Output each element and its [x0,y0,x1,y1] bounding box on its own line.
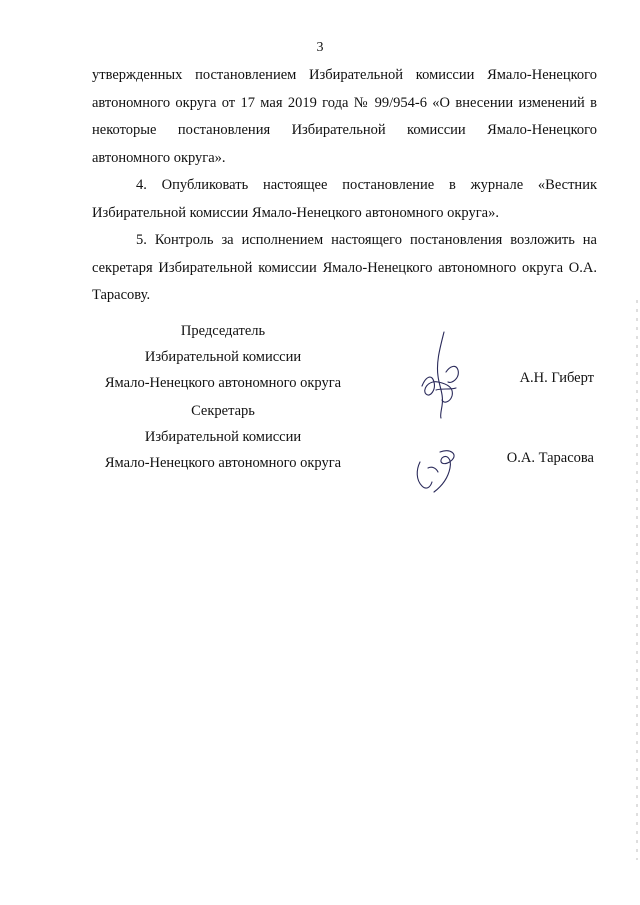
signature-role-line2: Избирательной комиссии [144,349,302,365]
handwritten-signature-secretary [410,448,474,496]
paragraph-item-4: 4. Опубликовать настоящее постановление в журнале «Вестник Избирательной комиссии Ямало-Ненецкого автономного округа». [92,177,597,221]
scan-edge-artifact [636,300,638,860]
signature-block-secretary [92,398,597,488]
signature-role-line3: Ямало-Ненецкого автономного округа [104,455,342,471]
paragraph-continuation: утвержденных постановлением Избирательной комиссии Ямало-Ненецкого автономного округа от 17 мая 2019 года № 99/954-6 «О внесении изменений в некоторые постановления Избирательной комиссии Ямало-Ненецкого автономного округа». [92,67,597,166]
signatory-name-chairman: А.Н. Гиберт [519,370,594,386]
signature-role-line3: Ямало-Ненецкого автономного округа [104,375,342,391]
signature-block-chairman [92,318,597,408]
page-number: 3 [316,40,324,55]
signatory-name-secretary: О.А. Тарасова [506,450,594,466]
signature-role-line1: Секретарь [191,403,255,419]
document-body [92,62,597,310]
paragraph-item-5: 5. Контроль за исполнением настоящего постановления возложить на секретаря Избирательной комиссии Ямало-Ненецкого автономного округа О.А. Тарасову. [92,232,597,303]
signature-role-line2: Избирательной комиссии [144,429,302,445]
signature-role-line1: Председатель [180,323,266,339]
